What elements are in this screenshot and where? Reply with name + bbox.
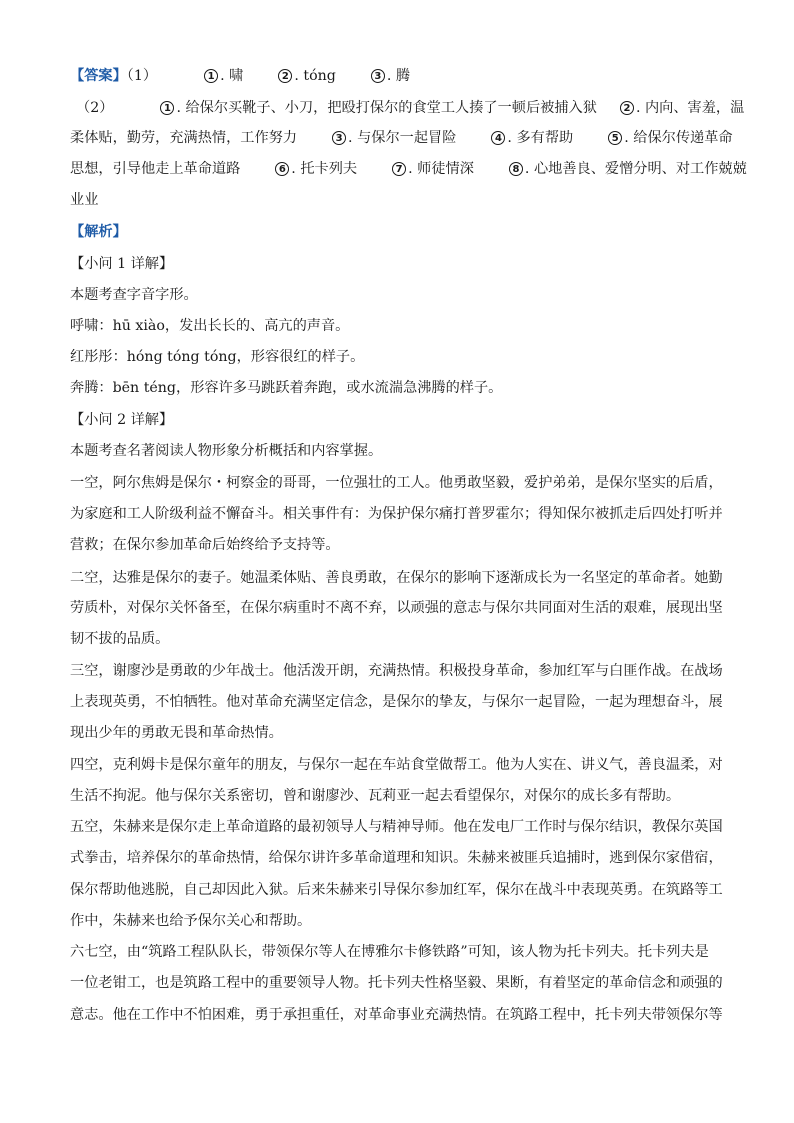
sub2-line: 本题考查名著阅读人物形象分析概括和内容掌握。 [70,443,383,459]
analysis-heading: 【解析】 [70,224,127,240]
sub1-line: 奔腾：bēn téng，形容许多马跳跃着奔跑，或水流湍急沸腾的样子。 [70,380,503,396]
q2-answer-8a: . 心地善良、爱憎分明、对工作兢兢 [524,161,747,177]
sub2-line: 劳质朴，对保尔关怀备至，在保尔病重时不离不弃，以顽强的意志与保尔共同面对生活的艰难，展现出坚 [70,600,723,616]
sub2-line: 韧不拔的品质。 [70,631,170,647]
sub2-line: 一空，阿尔焦姆是保尔・柯察金的哥哥，一位强壮的工人。他勇敢坚毅，爱护弟弟，是保尔坚实的后盾， [70,475,723,491]
sub2-line: 四空，克利姆卡是保尔童年的朋友，与保尔一起在车站食堂做帮工。他为人实在、讲义气，善良温柔，对 [70,757,723,773]
circled-number-icon: 7 [392,162,406,176]
q1-number: （1） [126,68,158,84]
q2-number: （2） [76,100,114,116]
circled-number-icon: 8 [509,162,523,176]
sub2-line: 意志。他在工作中不怕困难，勇于承担重任，对革命事业充满热情。在筑路工程中，托卡列夫带领保尔等 [70,1007,723,1023]
sub2-line: 五空，朱赫来是保尔走上革命道路的最初领导人与精神导师。他在发电厂工作时与保尔结识，教保尔英国 [70,819,723,835]
sub1-line: 本题考查字音字形。 [70,287,198,303]
sub2-line: 营救；在保尔参加革命后始终给予支持等。 [70,537,340,553]
sub2-line: 一位老钳工，也是筑路工程中的重要领导人物。托卡列夫性格坚毅、果断，有着坚定的革命信念和顽强的 [70,975,723,991]
sub2-line: 式拳击，培养保尔的革命热情，给保尔讲许多革命道理和知识。朱赫来被匪兵追捕时，逃到保尔家借宿， [70,850,723,866]
circled-number-icon: 3 [332,131,346,145]
q2-answer-1: . 给保尔买靴子、小刀，把殴打保尔的食堂工人揍了一顿后被捕入狱 [176,100,597,116]
q1-answer-3: 3 . 腾 [371,68,410,84]
sub2-line: 现出少年的勇敢无畏和革命热情。 [70,725,283,741]
sub1-line: 红彤彤：hóng tóng tóng，形容很红的样子。 [70,349,365,365]
q1-answer-1: 1 . 啸 [204,68,243,84]
q2-answer-2b: 柔体贴，勤劳，充满热情，工作努力 [70,130,298,146]
answer-q1-line [70,66,730,86]
q2-answer-6: . 托卡列夫 [291,161,358,177]
q2-answer-8b: 业业 [70,192,99,208]
q2-answer-4: . 多有帮助 [507,130,574,146]
circled-number-icon: 2 [620,101,634,115]
circled-number-icon: 3 [371,69,385,83]
answer-q2-line-1 [76,98,745,118]
sub2-line: 为家庭和工人阶级利益不懈奋斗。相关事件有：为保护保尔痛打普罗霍尔；得知保尔被抓走后四处打听并 [70,506,723,522]
sub1-line: 呼啸：hū xiào，发出长长的、高亢的声音。 [70,318,350,334]
q1-answer-2: 2 . tóng [278,68,335,84]
sub2-line: 上表现英勇，不怕牺牲。他对革命充满坚定信念，是保尔的挚友，与保尔一起冒险，一起为理想奋斗，展 [70,694,723,710]
circled-number-icon: 6 [275,162,289,176]
sub2-line: 生活不拘泥。他与保尔关系密切，曾和谢廖沙、瓦莉亚一起去看望保尔，对保尔的成长多有帮助。 [70,788,681,804]
answer-q2-line-2 [70,128,733,148]
circled-number-icon: 1 [204,69,218,83]
sub1-heading: 【小问 1 详解】 [70,256,174,272]
q2-answer-2a: . 内向、害羞，温 [635,100,745,116]
sub2-line: 二空，达雅是保尔的妻子。她温柔体贴、善良勇敢，在保尔的影响下逐渐成长为一名坚定的革命者。她勤 [70,570,723,586]
circled-number-icon: 4 [491,131,505,145]
answer-q2-line-3 [70,159,747,179]
circled-number-icon: 5 [608,131,622,145]
sub2-heading: 【小问 2 详解】 [70,412,174,428]
q2-answer-5a: . 给保尔传递革命 [624,130,733,146]
sub2-line: 作中，朱赫来也给予保尔关心和帮助。 [70,913,312,929]
q2-answer-7: . 师徒情深 [408,161,474,177]
sub2-line: 保尔帮助他逃脱，自己却因此入狱。后来朱赫来引导保尔参加红军，保尔在战斗中表现英勇。在筑路等工 [70,882,723,898]
circled-number-icon: 2 [278,69,292,83]
answer-q2-line-4 [70,190,730,210]
sub2-line: 六七空，由“筑路工程队队长，带领保尔等人在博雅尔卡修铁路”可知，该人物为托卡列夫。托卡列夫是 [70,944,709,960]
sub2-line: 三空，谢廖沙是勇敢的少年战士。他活泼开朗，充满热情。积极投身革命，参加红军与白匪作战。在战场 [70,663,723,679]
answer-heading: 【答案】 [70,68,127,84]
q2-answer-3: . 与保尔一起冒险 [348,130,457,146]
circled-number-icon: 1 [160,101,174,115]
q2-answer-5b: 思想，引导他走上革命道路 [70,161,241,177]
